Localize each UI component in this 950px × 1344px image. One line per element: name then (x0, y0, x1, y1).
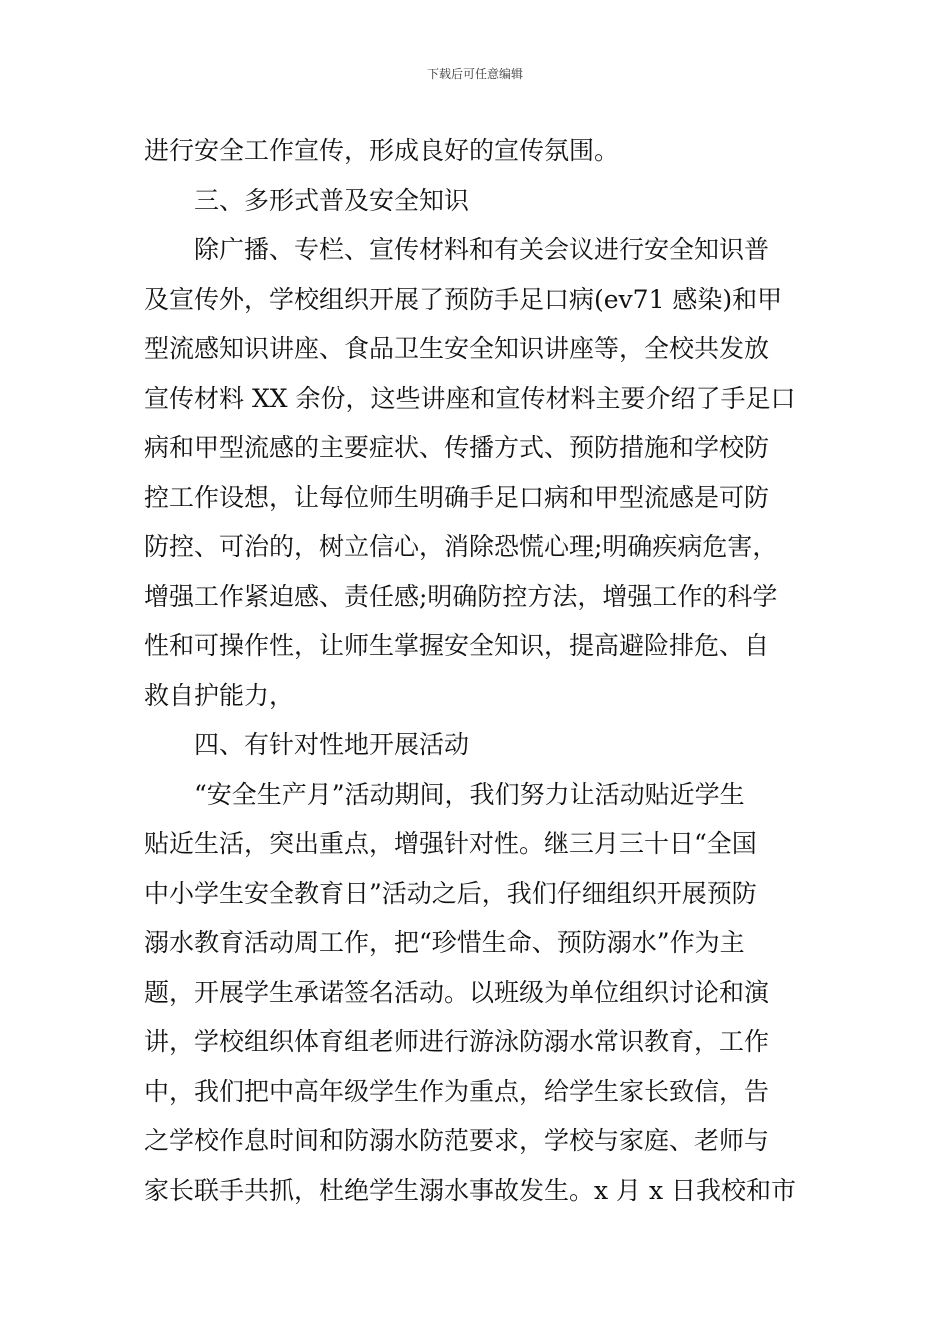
text-line: 题，开展学生承诺签名活动。以班级为单位组织讨论和演 (144, 977, 770, 1007)
text-line: 中小学生安全教育日”活动之后，我们仔细组织开展预防 (144, 878, 757, 908)
page-header: 下载后可任意编辑 (426, 67, 523, 81)
text-line: 之学校作息时间和防溺水防范要求，学校与家庭、老师与 (144, 1126, 770, 1155)
text-line: 中，我们把中高年级学生作为重点，给学生家长致信，告 (144, 1076, 770, 1106)
text-line: 讲，学校组织体育组老师进行游泳防溺水常识教育，工作 (144, 1027, 770, 1056)
text-line: 除广播、专栏、宣传材料和有关会议进行安全知识普 (194, 235, 770, 264)
text-line: 及宣传外，学校组织开展了预防手足口病(ev71 感染)和甲 (144, 284, 783, 314)
text-line: 防控、可治的，树立信心，消除恐慌心理;明确疾病危害， (144, 532, 778, 561)
text-line: 性和可操作性，让师生掌握安全知识，提高避险排危、自 (144, 631, 770, 660)
text-line: “安全生产月”活动期间，我们努力让活动贴近学生 (194, 779, 745, 809)
text-line: 三、多形式普及安全知识 (194, 185, 470, 215)
text-line: 型流感知识讲座、食品卫生安全知识讲座等，全校共发放 (144, 334, 770, 363)
text-line: 贴近生活，突出重点，增强针对性。继三月三十日“全国 (144, 829, 757, 858)
text-line: 控工作设想，让每位师生明确手足口病和甲型流感是可防 (144, 482, 770, 512)
text-line: 溺水教育活动周工作，把“珍惜生命、预防溺水”作为主 (144, 928, 745, 957)
text-line: 救自护能力， (144, 680, 295, 710)
text-line: 宣传材料 XX 余份，这些讲座和宣传材料主要介绍了手足口 (144, 383, 796, 413)
body-text (144, 126, 806, 1215)
text-line: 病和甲型流感的主要症状、传播方式、预防措施和学校防 (144, 433, 770, 462)
text-line: 增强工作紧迫感、责任感;明确防控方法，增强工作的科学 (144, 581, 778, 611)
text-line: 四、有针对性地开展活动 (194, 730, 470, 759)
text-line: 进行安全工作宣传，形成良好的宣传氛围。 (144, 136, 620, 165)
text-line: 家长联手共抓，杜绝学生溺水事故发生。x 月 x 日我校和市 (144, 1175, 797, 1205)
